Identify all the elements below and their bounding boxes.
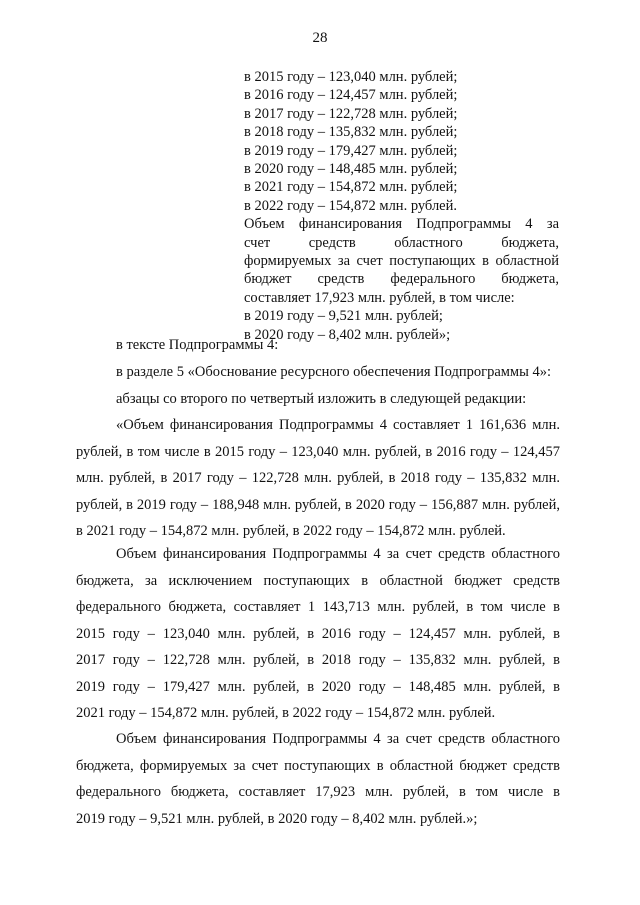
paragraph-line: бюджета, за исключением поступающих в областной бюджет средств xyxy=(76,572,560,589)
year-line: в 2020 году – 148,485 млн. рублей; xyxy=(244,161,458,178)
paragraph-2 xyxy=(76,541,560,727)
paragraph-1 xyxy=(76,412,560,545)
instruction-line: в тексте Подпрограммы 4: xyxy=(116,337,279,353)
year-line: в 2020 году – 8,402 млн. рублей»; xyxy=(244,326,451,343)
year-line: в 2017 году – 122,728 млн. рублей; xyxy=(244,105,458,122)
instruction-line: абзацы со второго по четвертый изложить в следующей редакции: xyxy=(116,391,527,407)
page-number: 28 xyxy=(312,30,328,46)
paragraph-line: рублей, в 2019 году – 188,948 млн. рублей, в 2020 году – 156,887 млн. рублей, xyxy=(76,496,560,513)
year-line: в 2015 году – 123,040 млн. рублей; xyxy=(244,69,458,85)
funding-line: счет средств областного бюджета, xyxy=(244,234,559,251)
funding-line: формируемых за счет поступающих в областной xyxy=(244,253,559,270)
table-cell-text xyxy=(244,68,559,344)
paragraph-line: млн. рублей, в 2017 году – 122,728 млн. рублей, в 2018 году – 135,832 млн. xyxy=(76,470,560,486)
year-line: в 2021 году – 154,872 млн. рублей; xyxy=(244,179,458,196)
paragraph-line: «Объем финансирования Подпрограммы 4 составляет 1 161,636 млн. xyxy=(116,417,560,433)
instruction-line: в разделе 5 «Обоснование ресурсного обеспечения Подпрограммы 4»: xyxy=(116,364,551,380)
funding-line: бюджет средств федерального бюджета, xyxy=(244,271,559,288)
paragraph-line: 2019 году – 9,521 млн. рублей, в 2020 году – 8,402 млн. рублей.»; xyxy=(76,810,478,827)
paragraph-line: Объем финансирования Подпрограммы 4 за счет средств областного xyxy=(116,731,560,747)
year-line: в 2018 году – 135,832 млн. рублей; xyxy=(244,124,458,141)
year-line: в 2016 году – 124,457 млн. рублей; xyxy=(244,87,458,104)
funding-line: Объем финансирования Подпрограммы 4 за xyxy=(244,216,559,233)
paragraph-line: в 2021 году – 154,872 млн. рублей, в 2022 году – 154,872 млн. рублей. xyxy=(76,523,506,539)
paragraph-line: федерального бюджета, составляет 1 143,713 млн. рублей, в том числе в xyxy=(76,599,560,615)
year-line: в 2019 году – 179,427 млн. рублей; xyxy=(244,142,458,159)
paragraph-line: федерального бюджета, составляет 17,923 млн. рублей, в том числе в xyxy=(76,784,560,800)
year-line: в 2022 году – 154,872 млн. рублей. xyxy=(244,197,458,214)
paragraph-line: 2021 году – 154,872 млн. рублей, в 2022 году – 154,872 млн. рублей. xyxy=(76,705,496,721)
paragraph-line: 2019 году – 179,427 млн. рублей, в 2020 году – 148,485 млн. рублей, в xyxy=(76,678,560,695)
paragraph-line: бюджета, формируемых за счет поступающих в областной бюджет средств xyxy=(76,757,560,774)
paragraph-line: 2015 году – 123,040 млн. рублей, в 2016 году – 124,457 млн. рублей, в xyxy=(76,625,560,642)
paragraph-3 xyxy=(76,726,560,832)
funding-line: составляет 17,923 млн. рублей, в том числе: xyxy=(244,289,515,306)
paragraph-line: рублей, в том числе в 2015 году – 123,040 млн. рублей, в 2016 году – 124,457 xyxy=(76,443,560,460)
paragraph-line: 2017 году – 122,728 млн. рублей, в 2018 году – 135,832 млн. рублей, в xyxy=(76,652,560,668)
paragraph-line: Объем финансирования Подпрограммы 4 за счет средств областного xyxy=(116,546,560,562)
year-line: в 2019 году – 9,521 млн. рублей; xyxy=(244,308,443,325)
